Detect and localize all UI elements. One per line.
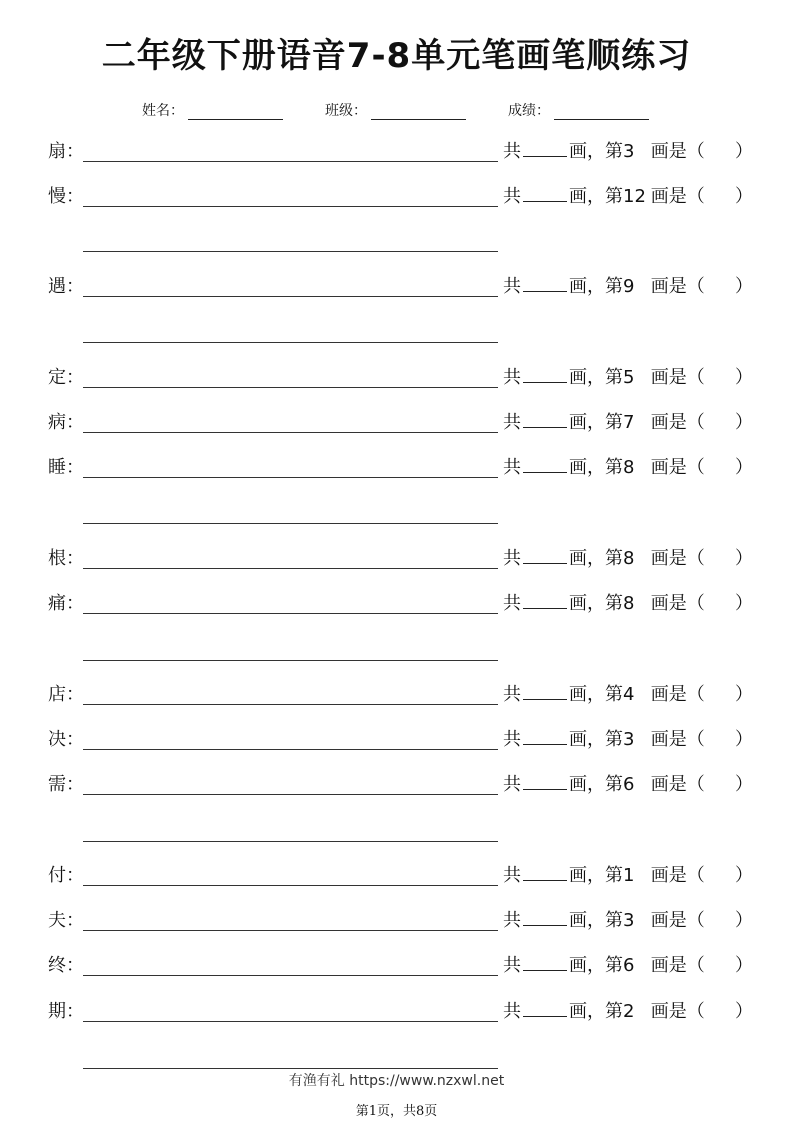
stroke-mid-text: 画，第 <box>569 412 623 433</box>
stroke-question <box>503 544 705 574</box>
answer-paren-close: ） <box>735 412 753 433</box>
character-label: 遇： <box>48 276 84 297</box>
answer-paren-close: ） <box>735 367 753 388</box>
total-prefix: 共 <box>503 865 521 886</box>
stroke-mid-text: 画，第 <box>569 684 623 705</box>
stroke-order-writing-line[interactable] <box>83 975 498 976</box>
continuation-writing-line[interactable] <box>83 251 498 252</box>
total-prefix: 共 <box>503 1001 521 1022</box>
continuation-writing-line[interactable] <box>83 523 498 524</box>
stroke-order-writing-line[interactable] <box>83 885 498 886</box>
exercise-row <box>0 272 793 302</box>
answer-paren-close: ） <box>735 1001 753 1022</box>
total-strokes-blank[interactable] <box>523 590 567 609</box>
total-strokes-blank[interactable] <box>523 726 567 745</box>
character-label: 根： <box>48 548 84 569</box>
stroke-order-writing-line[interactable] <box>83 613 498 614</box>
total-prefix: 共 <box>503 548 521 569</box>
stroke-mid-text: 画，第 <box>569 548 623 569</box>
stroke-order-writing-line[interactable] <box>83 749 498 750</box>
stroke-number: 3 <box>623 729 635 750</box>
stroke-suffix: 画是（ <box>645 1001 705 1022</box>
answer-paren-close: ） <box>735 593 753 614</box>
total-prefix: 共 <box>503 367 521 388</box>
stroke-mid-text: 画，第 <box>569 955 623 976</box>
continuation-writing-line[interactable] <box>83 660 498 661</box>
stroke-number: 6 <box>623 955 635 976</box>
exercise-row <box>0 453 793 483</box>
score-blank[interactable] <box>554 105 649 120</box>
stroke-number: 8 <box>623 548 635 569</box>
stroke-question <box>503 589 705 619</box>
stroke-suffix: 画是（ <box>645 186 705 207</box>
stroke-number: 3 <box>623 141 635 162</box>
answer-paren-close: ） <box>735 276 753 297</box>
stroke-mid-text: 画，第 <box>569 910 623 931</box>
exercise-row <box>0 770 793 800</box>
stroke-question <box>503 770 705 800</box>
name-field <box>142 100 283 120</box>
answer-paren-close: ） <box>735 684 753 705</box>
stroke-suffix: 画是（ <box>645 865 705 886</box>
stroke-question <box>503 951 705 981</box>
answer-paren-close: ） <box>735 729 753 750</box>
total-strokes-blank[interactable] <box>523 998 567 1017</box>
total-strokes-blank[interactable] <box>523 364 567 383</box>
stroke-number: 1 <box>623 865 635 886</box>
exercise-row <box>0 363 793 393</box>
stroke-order-writing-line[interactable] <box>83 568 498 569</box>
stroke-mid-text: 画，第 <box>569 729 623 750</box>
stroke-order-writing-line[interactable] <box>83 387 498 388</box>
answer-paren-close: ） <box>735 865 753 886</box>
exercise-row <box>0 408 793 438</box>
stroke-mid-text: 画，第 <box>569 141 623 162</box>
score-field <box>508 100 649 120</box>
stroke-order-writing-line[interactable] <box>83 432 498 433</box>
total-strokes-blank[interactable] <box>523 907 567 926</box>
stroke-question <box>503 453 705 483</box>
stroke-suffix: 画是（ <box>645 367 705 388</box>
total-prefix: 共 <box>503 276 521 297</box>
character-label: 店： <box>48 684 84 705</box>
page-title: 二年级下册语音7-8单元笔画笔顺练习 <box>101 36 692 76</box>
stroke-mid-text: 画，第 <box>569 367 623 388</box>
exercise-row <box>0 725 793 755</box>
stroke-suffix: 画是（ <box>645 457 705 478</box>
total-prefix: 共 <box>503 141 521 162</box>
total-prefix: 共 <box>503 186 521 207</box>
stroke-suffix: 画是（ <box>645 593 705 614</box>
class-blank[interactable] <box>371 105 466 120</box>
stroke-question <box>503 680 705 710</box>
character-label: 病： <box>48 412 84 433</box>
stroke-number: 8 <box>623 457 635 478</box>
total-prefix: 共 <box>503 955 521 976</box>
stroke-number: 8 <box>623 593 635 614</box>
footer-page-number: 第1页，共8页 <box>355 1104 438 1119</box>
character-label: 睡： <box>48 457 84 478</box>
total-prefix: 共 <box>503 774 521 795</box>
stroke-question <box>503 861 705 891</box>
stroke-suffix: 画是（ <box>645 684 705 705</box>
exercise-row <box>0 997 793 1027</box>
stroke-mid-text: 画，第 <box>569 276 623 297</box>
stroke-suffix: 画是（ <box>645 774 705 795</box>
stroke-mid-text: 画，第 <box>569 457 623 478</box>
exercise-row <box>0 137 793 167</box>
answer-paren-close: ） <box>735 141 753 162</box>
character-label: 付： <box>48 865 84 886</box>
stroke-order-writing-line[interactable] <box>83 704 498 705</box>
total-strokes-blank[interactable] <box>523 454 567 473</box>
stroke-order-writing-line[interactable] <box>83 477 498 478</box>
exercise-row <box>0 951 793 981</box>
stroke-suffix: 画是（ <box>645 910 705 931</box>
exercise-row <box>0 906 793 936</box>
stroke-number: 7 <box>623 412 635 433</box>
stroke-suffix: 画是（ <box>645 955 705 976</box>
stroke-question <box>503 272 705 302</box>
stroke-number: 6 <box>623 774 635 795</box>
stroke-order-writing-line[interactable] <box>83 1021 498 1022</box>
answer-paren-close: ） <box>735 955 753 976</box>
answer-paren-close: ） <box>735 457 753 478</box>
character-label: 需： <box>48 774 84 795</box>
stroke-number: 4 <box>623 684 635 705</box>
total-prefix: 共 <box>503 412 521 433</box>
stroke-suffix: 画是（ <box>645 548 705 569</box>
total-strokes-blank[interactable] <box>523 681 567 700</box>
stroke-mid-text: 画，第 <box>569 865 623 886</box>
character-label: 期： <box>48 1001 84 1022</box>
answer-paren-close: ） <box>735 910 753 931</box>
exercise-row <box>0 182 793 212</box>
exercise-row <box>0 680 793 710</box>
stroke-question <box>503 408 705 438</box>
total-prefix: 共 <box>503 910 521 931</box>
stroke-suffix: 画是（ <box>645 276 705 297</box>
continuation-writing-line[interactable] <box>83 841 498 842</box>
class-label: 班级： <box>325 103 367 119</box>
stroke-number: 2 <box>623 1001 635 1022</box>
stroke-order-writing-line[interactable] <box>83 161 498 162</box>
stroke-order-writing-line[interactable] <box>83 206 498 207</box>
continuation-writing-line[interactable] <box>83 342 498 343</box>
stroke-question <box>503 725 705 755</box>
character-label: 定： <box>48 367 84 388</box>
character-label: 终： <box>48 955 84 976</box>
total-strokes-blank[interactable] <box>523 183 567 202</box>
stroke-order-writing-line[interactable] <box>83 794 498 795</box>
class-field <box>325 100 466 120</box>
stroke-question <box>503 906 705 936</box>
stroke-order-writing-line[interactable] <box>83 296 498 297</box>
exercise-row <box>0 861 793 891</box>
name-label: 姓名： <box>142 103 184 119</box>
stroke-number: 3 <box>623 910 635 931</box>
stroke-question <box>503 363 705 393</box>
name-blank[interactable] <box>188 105 283 120</box>
character-label: 慢： <box>48 186 84 207</box>
total-strokes-blank[interactable] <box>523 273 567 292</box>
stroke-number: 9 <box>623 276 635 297</box>
stroke-question <box>503 137 705 167</box>
stroke-mid-text: 画，第 <box>569 774 623 795</box>
total-strokes-blank[interactable] <box>523 138 567 157</box>
footer-source: 有渔有礼 https://www.nzxwl.net <box>288 1073 505 1089</box>
stroke-number: 5 <box>623 367 635 388</box>
stroke-order-writing-line[interactable] <box>83 930 498 931</box>
stroke-question <box>503 182 705 212</box>
continuation-writing-line[interactable] <box>83 1068 498 1069</box>
exercise-row <box>0 589 793 619</box>
stroke-mid-text: 画，第 <box>569 593 623 614</box>
total-prefix: 共 <box>503 457 521 478</box>
total-strokes-blank[interactable] <box>523 862 567 881</box>
stroke-mid-text: 画，第 <box>569 186 623 207</box>
total-prefix: 共 <box>503 593 521 614</box>
answer-paren-close: ） <box>735 186 753 207</box>
stroke-question <box>503 997 705 1027</box>
total-strokes-blank[interactable] <box>523 952 567 971</box>
answer-paren-close: ） <box>735 548 753 569</box>
total-strokes-blank[interactable] <box>523 771 567 790</box>
stroke-suffix: 画是（ <box>645 141 705 162</box>
stroke-suffix: 画是（ <box>645 412 705 433</box>
stroke-number: 12 <box>623 186 646 207</box>
stroke-suffix: 画是（ <box>645 729 705 750</box>
character-label: 夫： <box>48 910 84 931</box>
total-strokes-blank[interactable] <box>523 409 567 428</box>
stroke-mid-text: 画，第 <box>569 1001 623 1022</box>
character-label: 决： <box>48 729 84 750</box>
total-strokes-blank[interactable] <box>523 545 567 564</box>
answer-paren-close: ） <box>735 774 753 795</box>
score-label: 成绩： <box>508 103 550 119</box>
total-prefix: 共 <box>503 729 521 750</box>
exercise-row <box>0 544 793 574</box>
character-label: 扇： <box>48 141 84 162</box>
total-prefix: 共 <box>503 684 521 705</box>
character-label: 痛： <box>48 593 84 614</box>
